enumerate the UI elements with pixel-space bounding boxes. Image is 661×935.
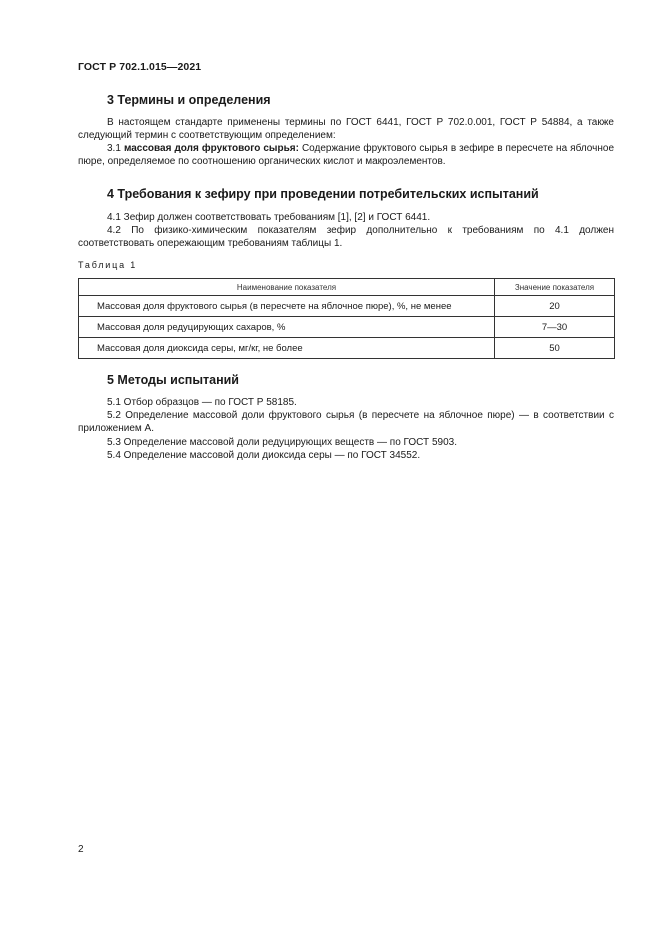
table-header-row bbox=[79, 279, 615, 296]
indicator-value: 20 bbox=[495, 296, 615, 317]
indicator-value: 7—30 bbox=[495, 317, 615, 338]
table-row bbox=[79, 317, 615, 338]
paragraph-5-3: 5.3 Определение массовой доли редуцирующих веществ — по ГОСТ 5903. bbox=[107, 437, 457, 448]
term-3-1 bbox=[78, 142, 614, 168]
term-definition: Содержание фруктового сырья в зефире в пересчете на яблочное пюре, определяемое по соотношению органических кислот и макроэлементов. bbox=[78, 143, 615, 167]
paragraph-4-2: 4.2 По физико-химическим показателям зефир дополнительно к требованиям по 4.1 должен соответствовать опережающим требованиям таблицы 1. bbox=[78, 225, 614, 249]
indicator-name: Массовая доля редуцирующих сахаров, % bbox=[79, 317, 495, 338]
column-header-name: Наименование показателя bbox=[79, 279, 495, 296]
paragraph-4-1: 4.1 Зефир должен соответствовать требованиям [1], [2] и ГОСТ 6441. bbox=[107, 212, 431, 223]
paragraph-5-4: 5.4 Определение массовой доли диоксида серы — по ГОСТ 34552. bbox=[107, 450, 421, 461]
table-row bbox=[79, 338, 615, 359]
page-number: 2 bbox=[78, 844, 84, 855]
requirements-table bbox=[78, 278, 615, 359]
indicator-value: 50 bbox=[495, 338, 615, 359]
section-3-title: 3 Термины и определения bbox=[107, 93, 271, 107]
indicator-name: Массовая доля диоксида серы, мг/кг, не более bbox=[79, 338, 495, 359]
term-name: массовая доля фруктового сырья: bbox=[123, 143, 299, 154]
indicator-name: Массовая доля фруктового сырья (в пересчете на яблочное пюре), %, не менее bbox=[79, 296, 495, 317]
section-4-title: 4 Требования к зефиру при проведении потребительских испытаний bbox=[107, 187, 539, 201]
table-label: Таблица 1 bbox=[78, 260, 137, 270]
table-row bbox=[79, 296, 615, 317]
section-5-title: 5 Методы испытаний bbox=[107, 373, 239, 387]
column-header-value: Значение показателя bbox=[495, 279, 615, 296]
document-code: ГОСТ Р 702.1.015—2021 bbox=[78, 61, 202, 73]
paragraph-5-2: 5.2 Определение массовой доли фруктового сырья (в пересчете на яблочное пюре) — в соответствии с приложением А. bbox=[78, 410, 614, 434]
paragraph-5-1: 5.1 Отбор образцов — по ГОСТ Р 58185. bbox=[107, 397, 297, 408]
term-number: 3.1 bbox=[107, 143, 124, 154]
section-3-intro: В настоящем стандарте применены термины по ГОСТ 6441, ГОСТ Р 702.0.001, ГОСТ Р 54884, а также следующий термин с соответствующим определением: bbox=[78, 117, 614, 141]
